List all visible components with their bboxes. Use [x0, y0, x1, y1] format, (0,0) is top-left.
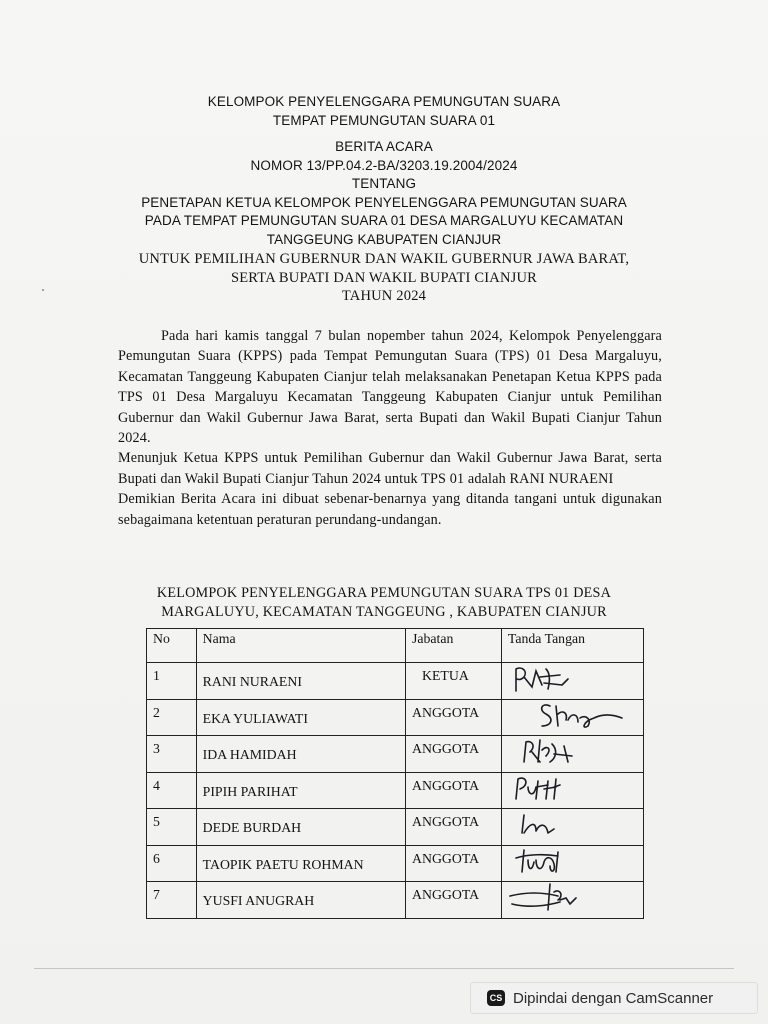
row-no: 5 [147, 809, 197, 846]
camscanner-label: Dipindai dengan CamScanner [513, 989, 714, 1007]
table-row [147, 809, 644, 846]
camscanner-logo-icon: CS [487, 990, 505, 1006]
header-no: No [147, 629, 197, 663]
members-table-title [0, 584, 768, 622]
member-name: RANI NURAENI [202, 674, 302, 689]
signature-cell [501, 882, 643, 919]
signature-image [502, 773, 642, 803]
row-nama [196, 736, 405, 773]
row-jabatan: ANGGOTA [406, 772, 502, 809]
header-jabatan: Jabatan [406, 629, 502, 663]
member-name: DEDE BURDAH [202, 820, 302, 835]
election-line-1: UNTUK PEMILIHAN GUBERNUR DAN WAKIL GUBERNUR JAWA BARAT, [138, 251, 630, 267]
row-no: 1 [147, 663, 197, 700]
document-heading [0, 138, 768, 249]
signature-image [502, 700, 642, 730]
document-number: NOMOR 13/PP.04.2-BA/3203.19.2004/2024 [250, 157, 518, 173]
table-row [147, 736, 644, 773]
document-about: TENTANG [351, 176, 417, 191]
signature-cell [501, 663, 643, 700]
members-table [146, 628, 644, 919]
signature-image [502, 663, 642, 693]
row-jabatan: ANGGOTA [406, 809, 502, 846]
signature-image [502, 809, 642, 839]
row-jabatan: ANGGOTA [406, 699, 502, 736]
member-name: TAOPIK PAETU ROHMAN [202, 856, 364, 872]
table-header-row [147, 629, 644, 663]
signature-cell [501, 699, 643, 736]
election-heading [0, 250, 768, 306]
row-no: 4 [147, 772, 197, 809]
row-jabatan: ANGGOTA [406, 736, 502, 773]
signature-cell [501, 845, 643, 882]
row-nama [196, 845, 405, 882]
member-name: EKA YULIAWATI [202, 710, 308, 726]
row-no: 3 [147, 736, 197, 773]
camscanner-watermark [470, 982, 758, 1014]
table-row [147, 772, 644, 809]
body-paragraph-appointment: Menunjuk Ketua KPPS untuk Pemilihan Gubernur dan Wakil Gubernur Jawa Barat, serta Bupati dan Wakil Bupati Cianjur Tahun 2024 untuk TPS 01 adalah RANI NURAENI [118, 450, 662, 487]
row-nama [196, 809, 405, 846]
table-title-line-1: KELOMPOK PENYELENGGARA PEMUNGUTAN SUARA TPS 01 DESA [156, 585, 612, 601]
signature-image [502, 736, 642, 766]
row-no: 6 [147, 845, 197, 882]
document-type: BERITA ACARA [335, 139, 433, 154]
row-nama [196, 772, 405, 809]
table-row [147, 845, 644, 882]
member-name: IDA HAMIDAH [202, 747, 297, 762]
header-nama: Nama [196, 629, 405, 663]
header-tanda-tangan: Tanda Tangan [501, 629, 643, 663]
signature-cell [501, 736, 643, 773]
row-no: 7 [147, 882, 197, 919]
signature-cell [501, 809, 643, 846]
row-nama [196, 663, 405, 700]
body-paragraph-closing: Demikian Berita Acara ini dibuat sebenar-benarnya yang ditanda tangani untuk digunakan sebagaimana ketentuan peraturan perundang-undangan. [118, 491, 662, 528]
organization-header [0, 93, 768, 130]
row-jabatan: ANGGOTA [406, 845, 502, 882]
table-title-line-2: MARGALUYU, KECAMATAN TANGGEUNG , KABUPATEN CIANJUR [161, 604, 607, 620]
org-tps-line: TEMPAT PEMUNGUTAN SUARA 01 [272, 112, 496, 128]
signature-cell [501, 772, 643, 809]
table-row [147, 882, 644, 919]
row-nama [196, 699, 405, 736]
row-jabatan: KETUA [406, 663, 502, 700]
subject-line-3: TANGGEUNG KABUPATEN CIANJUR [266, 231, 502, 247]
member-name: PIPIH PARIHAT [202, 783, 298, 799]
org-name-line: KELOMPOK PENYELENGGARA PEMUNGUTAN SUARA [207, 94, 561, 109]
election-year: TAHUN 2024 [341, 288, 427, 304]
subject-line-1: PENETAPAN KETUA KELOMPOK PENYELENGGARA PEMUNGUTAN SUARA [141, 194, 627, 210]
document-body [118, 326, 662, 530]
member-name: YUSFI ANUGRAH [202, 893, 315, 908]
table-row [147, 663, 644, 700]
row-nama [196, 882, 405, 919]
signature-image [502, 882, 642, 912]
body-paragraph-opening: Pada hari kamis tanggal 7 bulan nopember tahun 2024, Kelompok Penyelenggara Pemungutan Suara (KPPS) pada Tempat Pemungutan Suara (TPS) 01 Desa Margaluyu, Kecamatan Tanggeung Kabupaten Cianjur telah melaksanakan Penetapan Ketua KPPS pada TPS 01 Desa Margaluyu Kecamatan Tanggeung Kabupaten Cianjur untuk Pemilihan Gubernur dan Wakil Gubernur Jawa Barat, serta Bupati dan Wakil Bupati Cianjur Tahun 2024. [118, 328, 662, 447]
row-jabatan: ANGGOTA [406, 882, 502, 919]
subject-line-2: PADA TEMPAT PEMUNGUTAN SUARA 01 DESA MARGALUYU KECAMATAN [144, 213, 624, 228]
signature-image [502, 846, 642, 876]
row-no: 2 [147, 699, 197, 736]
election-line-2: SERTA BUPATI DAN WAKIL BUPATI CIANJUR [230, 269, 538, 286]
table-row [147, 699, 644, 736]
page-edge-divider [34, 968, 734, 969]
